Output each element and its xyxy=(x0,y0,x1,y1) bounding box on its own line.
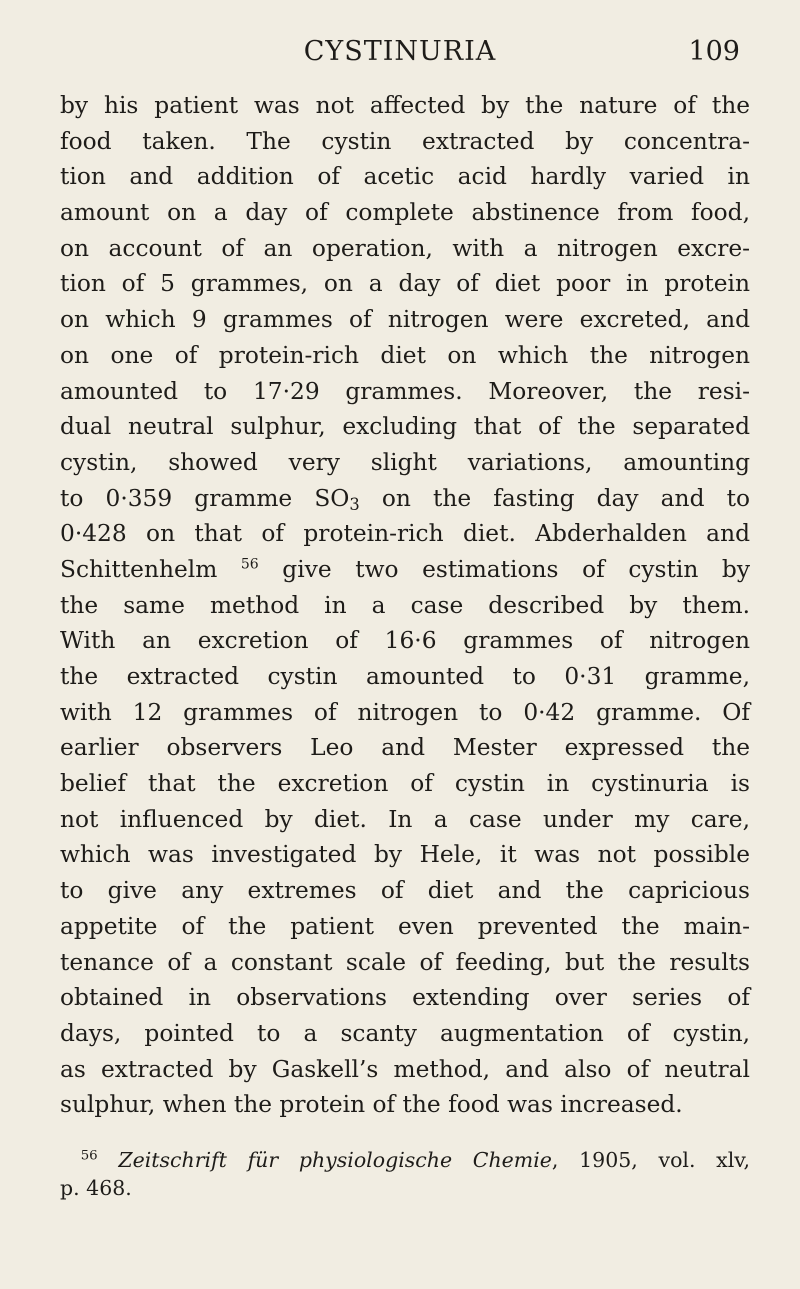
text-line: cystin, showed very slight variations, amounting xyxy=(60,448,750,476)
text-line: the same method in a case described by them. xyxy=(60,591,750,619)
text-fragment: to 0·359 gramme SO xyxy=(60,484,350,512)
page-number: 109 xyxy=(688,36,740,67)
journal-title: Zeitschrift für physiologische Chemie xyxy=(118,1148,552,1172)
text-line: belief that the excretion of cystin in cystinuria is xyxy=(60,770,750,798)
footnote-line: p. 468. xyxy=(60,1176,132,1200)
text-line: the extracted cystin amounted to 0·31 gramme, xyxy=(60,663,750,690)
text-line: food taken. The cystin extracted by concentra- xyxy=(60,127,750,155)
running-head xyxy=(0,34,800,78)
text-line: tion and addition of acetic acid hardly varied in xyxy=(60,163,750,191)
text-line xyxy=(60,481,750,517)
text-fragment: Schittenhelm xyxy=(60,555,241,583)
text-line: earlier observers Leo and Mester expressed the xyxy=(60,734,750,762)
text-line: on one of protein-rich diet on which the nitrogen xyxy=(60,341,750,369)
text-line xyxy=(60,552,750,588)
footnote xyxy=(60,1146,750,1202)
text-line: appetite of the patient even prevented the main- xyxy=(60,912,750,940)
footnote-marker: 56 xyxy=(80,1148,98,1164)
text-line: sulphur, when the protein of the food was increased. xyxy=(60,1091,683,1119)
text-line: on account of an operation, with a nitrogen excre- xyxy=(60,234,750,262)
footnote-line xyxy=(60,1146,750,1174)
text-line: by his patient was not affected by the nature of the xyxy=(60,92,750,119)
text-line: With an excretion of 16·6 grammes of nitrogen xyxy=(60,627,750,655)
text-line: with 12 grammes of nitrogen to 0·42 gramme. Of xyxy=(60,698,750,726)
footnote-details: , 1905, vol. xlv, xyxy=(551,1148,750,1172)
subscript: 3 xyxy=(349,494,360,514)
text-line: amounted to 17·29 grammes. Moreover, the resi- xyxy=(60,377,750,405)
text-line: days, pointed to a scanty augmentation of cystin, xyxy=(60,1019,750,1047)
text-line: as extracted by Gaskell’s method, and also of neutral xyxy=(60,1055,750,1083)
text-line: tion of 5 grammes, on a day of diet poor in protein xyxy=(60,270,750,298)
text-fragment: on the fasting day and to xyxy=(359,484,750,512)
footnote-reference: 56 xyxy=(240,556,259,573)
text-line: obtained in observations extending over series of xyxy=(60,984,750,1012)
running-title: CYSTINURIA xyxy=(303,36,497,67)
text-line: not influenced by diet. In a case under my care, xyxy=(60,805,750,833)
text-line: amount on a day of complete abstinence from food, xyxy=(60,199,750,227)
text-line: on which 9 grammes of nitrogen were excreted, and xyxy=(60,306,750,334)
text-line: tenance of a constant scale of feeding, but the results xyxy=(60,948,750,976)
body-paragraph xyxy=(60,88,750,1123)
text-line: which was investigated by Hele, it was not possible xyxy=(60,841,750,869)
text-fragment: give two estimations of cystin by xyxy=(258,555,750,583)
text-line: dual neutral sulphur, excluding that of the separated xyxy=(60,413,750,441)
text-line: 0·428 on that of protein-rich diet. Abderhalden and xyxy=(60,520,750,548)
text-line: to give any extremes of diet and the capricious xyxy=(60,877,750,905)
